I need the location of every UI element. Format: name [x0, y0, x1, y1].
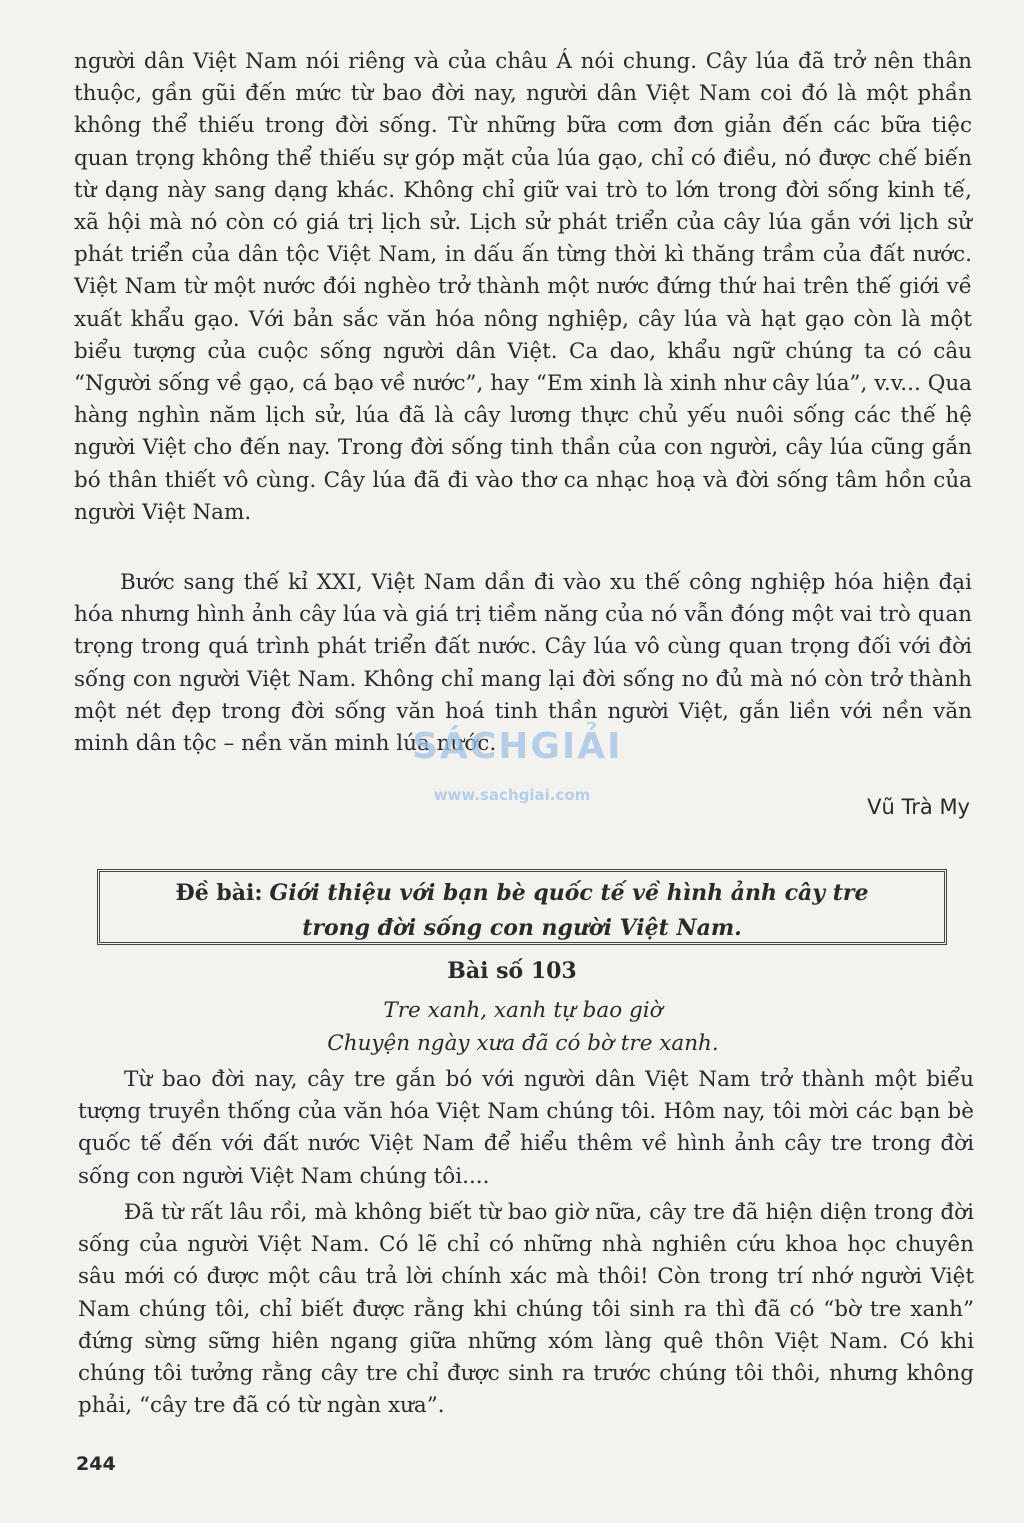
paragraph-text: Từ bao đời nay, cây tre gắn bó với người dân Việt Nam trở thành một biểu tượng truyền thống của văn hóa Việt Nam chúng tôi. Hôm nay, tôi mời các bạn bè quốc tế đến với đất nước Việt Nam để hiểu thêm về hình ảnh cây tre trong đời sống con người Việt Nam chúng tôi.... — [78, 1067, 974, 1189]
paragraph-text: Bước sang thế kỉ XXI, Việt Nam dần đi vào xu thế công nghiệp hóa hiện đại hóa nhưng hình ảnh cây lúa và giá trị tiềm năng của nó vẫn đóng một vai trò quan trọng trong quá trình phát triển đất nước. Cây lúa vô cùng quan trọng đối với đời sống con người Việt Nam. Không chỉ mang lại đời sống no đủ mà nó còn trở thành một nét đẹp trong đời sống văn hoá tinh thần người Việt, gắn liền với nền văn minh dân tộc – nền văn minh lúa nước. — [74, 570, 972, 757]
paragraph-text: Đã từ rất lâu rồi, mà không biết từ bao giờ nữa, cây tre đã hiện diện trong đời sống của người Việt Nam. Có lẽ chỉ có những nhà nghiên cứu khoa học chuyên sâu mới có được một câu trả lời chính xác mà thôi! Còn trong trí nhớ người Việt Nam chúng tôi, chỉ biết được rằng khi chúng tôi sinh ra thì đã có “bờ tre xanh” đứng sừng sững hiên ngang giữa những xóm làng quê thôn Việt Nam. Có khi chúng tôi tưởng rằng cây tre chỉ được sinh ra trước chúng tôi thôi, nhưng không phải, “cây tre đã có từ ngàn xưa”. — [78, 1200, 974, 1419]
page-number: 244 — [76, 1453, 116, 1475]
paragraph-bamboo-history — [78, 1197, 974, 1422]
topic-line-1 — [100, 876, 944, 911]
poem-line: Chuyện ngày xưa đã có bờ tre xanh. — [327, 1031, 719, 1056]
paragraph-rice-continued — [74, 46, 972, 529]
epigraph-poem — [0, 994, 1024, 1060]
watermark-brand: SÁCHGIẢI — [412, 726, 623, 767]
topic-label: Đề bài: — [175, 880, 263, 906]
topic-box — [97, 869, 947, 945]
topic-title-2: trong đời sống con người Việt Nam. — [302, 915, 742, 941]
essay-number: Bài số 103 — [447, 958, 577, 984]
watermark-url: www.sachgiai.com — [433, 786, 591, 804]
poem-line: Tre xanh, xanh tự bao giờ — [383, 998, 663, 1023]
paragraph-text: người dân Việt Nam nói riêng và của châu Á nói chung. Cây lúa đã trở nên thân thuộc, gần gũi đến mức từ bao đời nay, người dân Việt Nam coi đó là một phần không thể thiếu trong đời sống. Từ những bữa cơm đơn giản đến các bữa tiệc quan trọng không thể thiếu sự góp mặt của lúa gạo, chỉ có điều, nó được chế biến từ dạng này sang dạng khác. Không chỉ giữ vai trò to lớn trong đời sống kinh tế, xã hội mà nó còn có giá trị lịch sử. Lịch sử phát triển của cây lúa gắn với lịch sử phát triển của dân tộc Việt Nam, in dấu ấn từng thời kì thăng trầm của đất nước. Việt Nam từ một nước đói nghèo trở thành một nước đứng thứ hai trên thế giới về xuất khẩu gạo. Với bản sắc văn hóa nông nghiệp, cây lúa và hạt gạo còn là một biểu tượng của cuộc sống người dân Việt. Ca dao, khẩu ngữ chúng ta có câu “Người sống về gạo, cá bạo về nước”, hay “Em xinh là xinh như cây lúa”, v.v... Qua hàng nghìn năm lịch sử, lúa đã là cây lương thực chủ yếu nuôi sống các thế hệ người Việt cho đến nay. Trong đời sống tinh thần của con người, cây lúa cũng gắn bó thân thiết vô cùng. Cây lúa đã đi vào thơ ca nhạc hoạ và đời sống tâm hồn của người Việt Nam. — [74, 49, 972, 525]
paragraph-bamboo-intro — [78, 1064, 974, 1193]
paragraph-rice-conclusion — [74, 567, 972, 760]
topic-title-1: Giới thiệu với bạn bè quốc tế về hình ảnh cây tre — [269, 880, 869, 906]
author-name: Vũ Trà My — [867, 795, 970, 819]
